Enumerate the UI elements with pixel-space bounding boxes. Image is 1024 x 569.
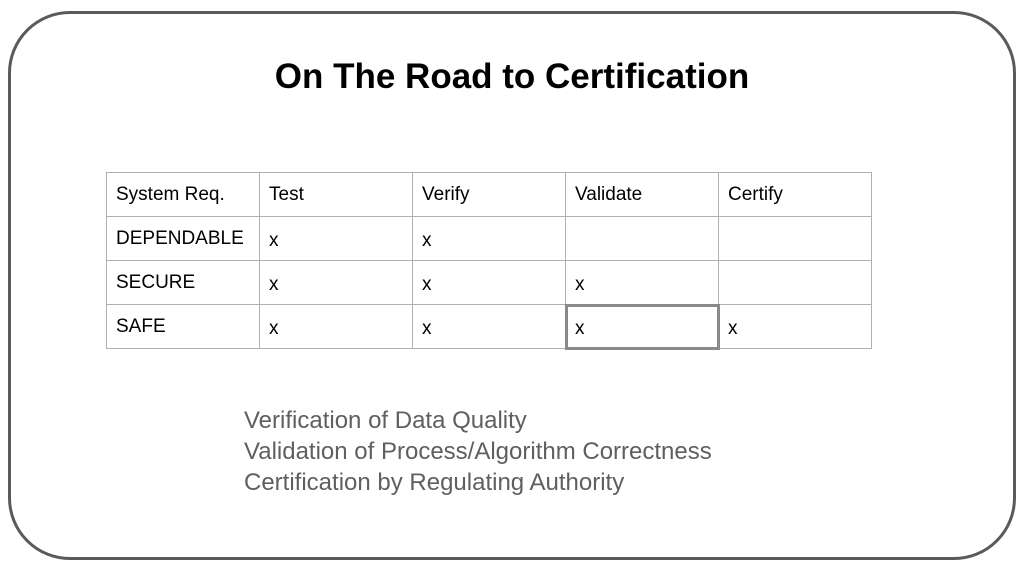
table-row-secure — [107, 261, 872, 305]
note-line: Certification by Regulating Authority — [244, 469, 625, 496]
table-cell[interactable] — [719, 261, 872, 305]
table-cell[interactable]: x — [413, 217, 566, 261]
note-line: Verification of Data Quality — [244, 407, 527, 434]
header-cell-verify[interactable]: Verify — [413, 173, 566, 217]
slide-title: On The Road to Certification — [274, 57, 750, 96]
table-cell[interactable] — [719, 217, 872, 261]
table-row-safe — [107, 305, 872, 349]
table-cell[interactable]: x — [566, 261, 719, 305]
note-line: Validation of Process/Algorithm Correctness — [244, 438, 712, 465]
table-cell[interactable]: x — [413, 261, 566, 305]
header-cell-validate[interactable]: Validate — [566, 173, 719, 217]
table-row-dependable — [107, 217, 872, 261]
notes-text-box — [244, 405, 712, 498]
table-cell[interactable]: x — [260, 217, 413, 261]
table-cell[interactable] — [566, 217, 719, 261]
table-header-row — [107, 173, 872, 217]
row-label-cell[interactable]: SAFE — [107, 305, 260, 349]
table-cell[interactable]: x — [260, 305, 413, 349]
certification-table — [106, 172, 872, 349]
row-label-cell[interactable]: DEPENDABLE — [107, 217, 260, 261]
header-cell-certify[interactable]: Certify — [719, 173, 872, 217]
row-label-cell[interactable]: SECURE — [107, 261, 260, 305]
table-cell[interactable]: x — [413, 305, 566, 349]
table-cell[interactable]: x — [719, 305, 872, 349]
header-cell-test[interactable]: Test — [260, 173, 413, 217]
table-cell[interactable]: x — [260, 261, 413, 305]
header-cell-system-req[interactable]: System Req. — [107, 173, 260, 217]
selected-table-cell[interactable]: x — [566, 305, 719, 349]
